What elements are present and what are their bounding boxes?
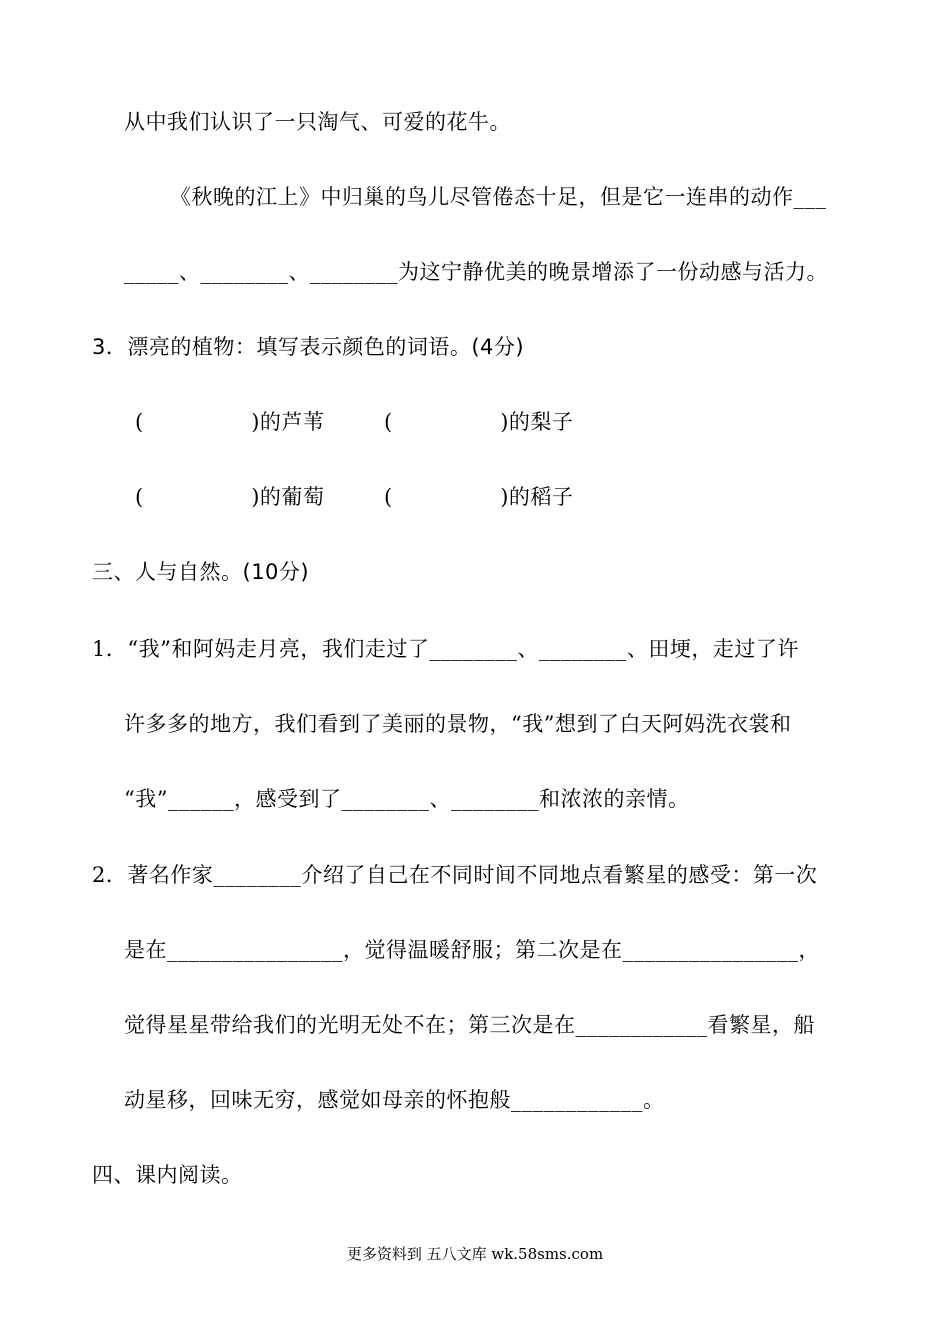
text-line-2: 《秋晚的江上》中归巢的鸟儿尽管倦态十足，但是它一连串的动作___ <box>170 185 827 209</box>
q2-line-1: 2．著名作家________介绍了自己在不同时间不同地点看繁星的感受：第一次 <box>92 863 818 887</box>
question-3-title: 3．漂亮的植物：填写表示颜色的词语。(4分) <box>92 335 525 359</box>
q2-line-3: 觉得星星带给我们的光明无处不在；第三次是在____________看繁星，船 <box>124 1013 815 1037</box>
text-line-1: 从中我们认识了一只淘气、可爱的花牛。 <box>124 110 511 134</box>
section-4-title: 四、课内阅读。 <box>92 1163 243 1187</box>
blank-rice: ( )的稻子 <box>384 485 574 509</box>
q1-line-2: 许多多的地方，我们看到了美丽的景物，“我”想到了白天阿妈洗衣裳和 <box>124 712 792 736</box>
q1-line-3: “我”______，感受到了________、________和浓浓的亲情。 <box>124 787 690 811</box>
q1-line-1: 1．“我”和阿妈走月亮，我们走过了________、________、田埂，走过了许 <box>92 637 799 661</box>
blank-reed: ( )的芦苇 <box>135 410 325 434</box>
q2-line-2: 是在________________，觉得温暖舒服；第二次是在________________， <box>124 938 820 962</box>
section-3-title: 三、人与自然。(10分) <box>92 560 310 584</box>
q2-line-4: 动星移，回味无穷，感觉如母亲的怀抱般____________。 <box>124 1088 665 1112</box>
text-line-3: _____、________、________为这宁静优美的晚景增添了一份动感与活力。 <box>124 260 828 284</box>
footer-text: 更多资料到 五八文库 wk.58sms.com <box>346 1245 604 1263</box>
blank-grape: ( )的葡萄 <box>135 485 325 509</box>
blank-pear: ( )的梨子 <box>384 410 574 434</box>
